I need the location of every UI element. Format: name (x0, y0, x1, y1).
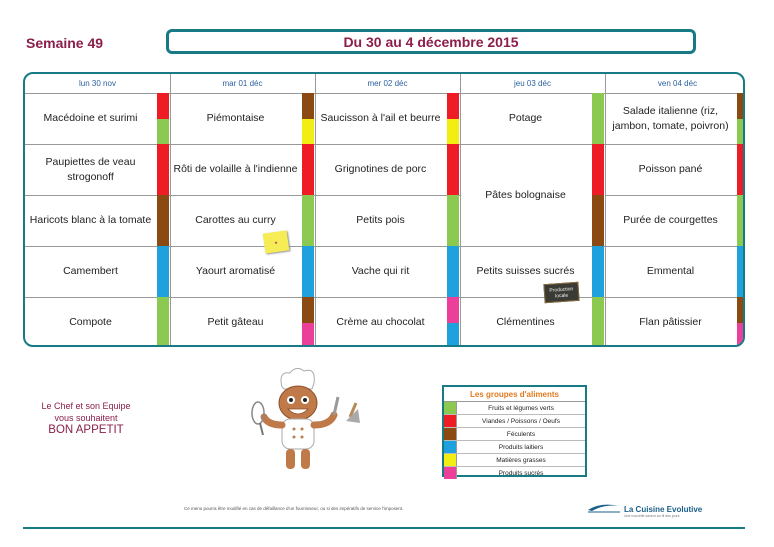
legend-row (444, 402, 585, 415)
brand-logo-icon (586, 502, 622, 514)
menu-item: Paupiettes de veau strogonoff (45, 155, 136, 183)
food-group-swatch (302, 195, 314, 246)
legend-row (444, 415, 585, 428)
legend-label: Féculents (506, 430, 536, 438)
menu-item: Potage (508, 112, 543, 124)
menu-item: Macédoine et surimi (43, 112, 138, 124)
food-group-swatch (592, 144, 604, 195)
food-group-swatch (302, 323, 314, 348)
legend-row (444, 467, 585, 479)
menu-item: Salade italienne (riz, jambon, tomate, poivron) (612, 104, 729, 132)
footer-divider (23, 527, 745, 529)
food-group-swatch (157, 119, 169, 145)
food-group-swatch (302, 297, 314, 323)
legend-swatch (444, 441, 457, 453)
menu-item: Piémontaise (206, 112, 265, 124)
food-group-swatch (447, 119, 459, 145)
menu-item: Flan pâtissier (639, 316, 702, 328)
menu-item: Petits suisses sucrés (476, 265, 575, 277)
food-group-swatch (447, 144, 459, 195)
chef-mascot-illustration (238, 365, 366, 477)
day-header: ven 04 déc (657, 79, 698, 88)
chef-message (26, 400, 146, 436)
menu-item: Yaourt aromatisé (195, 265, 276, 277)
legend-row (444, 441, 585, 454)
food-group-swatch (447, 93, 459, 119)
week-label: Semaine 49 (26, 35, 104, 51)
menu-item: Vache qui rit (351, 265, 410, 277)
food-group-swatch (592, 297, 604, 347)
local-production-chalkboard: Production locale (543, 282, 579, 303)
menu-item: Compote (69, 316, 112, 328)
date-range-title: Du 30 au 4 décembre 2015 (166, 29, 696, 54)
day-header: lun 30 nov (79, 79, 116, 88)
menu-item: Camembert (63, 265, 118, 277)
food-group-swatch (737, 246, 745, 297)
food-group-swatch (592, 246, 604, 297)
food-groups-legend (442, 385, 587, 477)
menu-item: Poisson pané (638, 163, 703, 175)
legend-label: Fruits et légumes verts (488, 404, 554, 412)
legend-swatch (444, 467, 457, 479)
footnote: Ce menu pourra être modifié en cas de défaillance d'un fournisseur, ou si des impératifs de service l'imposent. (184, 506, 404, 511)
menu-item: Saucisson à l'ail et beurre (320, 112, 441, 124)
sticky-note-icon: ★ (263, 230, 290, 253)
food-group-swatch (302, 93, 314, 119)
food-group-swatch (302, 144, 314, 195)
menu-item: Clémentines (496, 316, 555, 328)
weekly-menu-table (23, 72, 745, 347)
chef-line-1: Le Chef et son Equipe (41, 401, 131, 411)
day-header: jeu 03 déc (514, 79, 551, 88)
food-group-swatch (447, 323, 459, 348)
legend-swatch (444, 454, 457, 466)
day-header: mar 01 déc (222, 79, 263, 88)
chef-line-3: BON APPETIT (48, 424, 124, 436)
menu-item: Pâtes bolognaise (485, 188, 566, 201)
food-group-swatch (737, 119, 745, 145)
legend-title: Les groupes d'aliments (444, 387, 585, 402)
menu-item: Emmental (646, 265, 695, 277)
food-group-swatch (592, 195, 604, 246)
menu-item: Carottes au curry (195, 214, 276, 226)
food-group-swatch (157, 297, 169, 347)
legend-swatch (444, 415, 457, 427)
brand-name: La Cuisine Evolutive (624, 505, 703, 514)
menu-item: Grignotines de porc (334, 163, 427, 175)
food-group-swatch (592, 93, 604, 144)
legend-label: Matières grasses (496, 456, 546, 464)
food-group-swatch (157, 144, 169, 195)
legend-row (444, 454, 585, 467)
food-group-swatch (737, 93, 745, 119)
menu-item: Purée de courgettes (623, 214, 718, 226)
brand-tagline: Une nouvelle saveur au fil des jours (624, 514, 680, 518)
menu-item: Petit gâteau (207, 316, 264, 328)
food-group-swatch (447, 246, 459, 297)
legend-label: Viandes / Poissons / Oeufs (482, 417, 560, 425)
legend-swatch (444, 402, 457, 414)
food-group-swatch (157, 195, 169, 246)
legend-swatch (444, 428, 457, 440)
food-group-swatch (737, 144, 745, 195)
food-group-swatch (447, 297, 459, 323)
food-group-swatch (302, 119, 314, 145)
food-group-swatch (157, 246, 169, 297)
food-group-swatch (737, 297, 745, 323)
legend-label: Produits laitiers (498, 443, 544, 451)
food-group-swatch (302, 246, 314, 297)
menu-item: Haricots blanc à la tomate (29, 214, 152, 226)
day-header: mer 02 déc (367, 79, 408, 88)
legend-row (444, 428, 585, 441)
food-group-swatch (737, 195, 745, 246)
menu-item: Petits pois (356, 214, 405, 226)
food-group-swatch (447, 195, 459, 246)
legend-label: Produits sucrés (498, 469, 544, 477)
menu-item: Crème au chocolat (336, 316, 425, 328)
menu-item: Rôti de volaille à l'indienne (173, 163, 298, 175)
food-group-swatch (157, 93, 169, 119)
food-group-swatch (737, 323, 745, 348)
chef-line-2: vous souhaitent (54, 413, 118, 423)
